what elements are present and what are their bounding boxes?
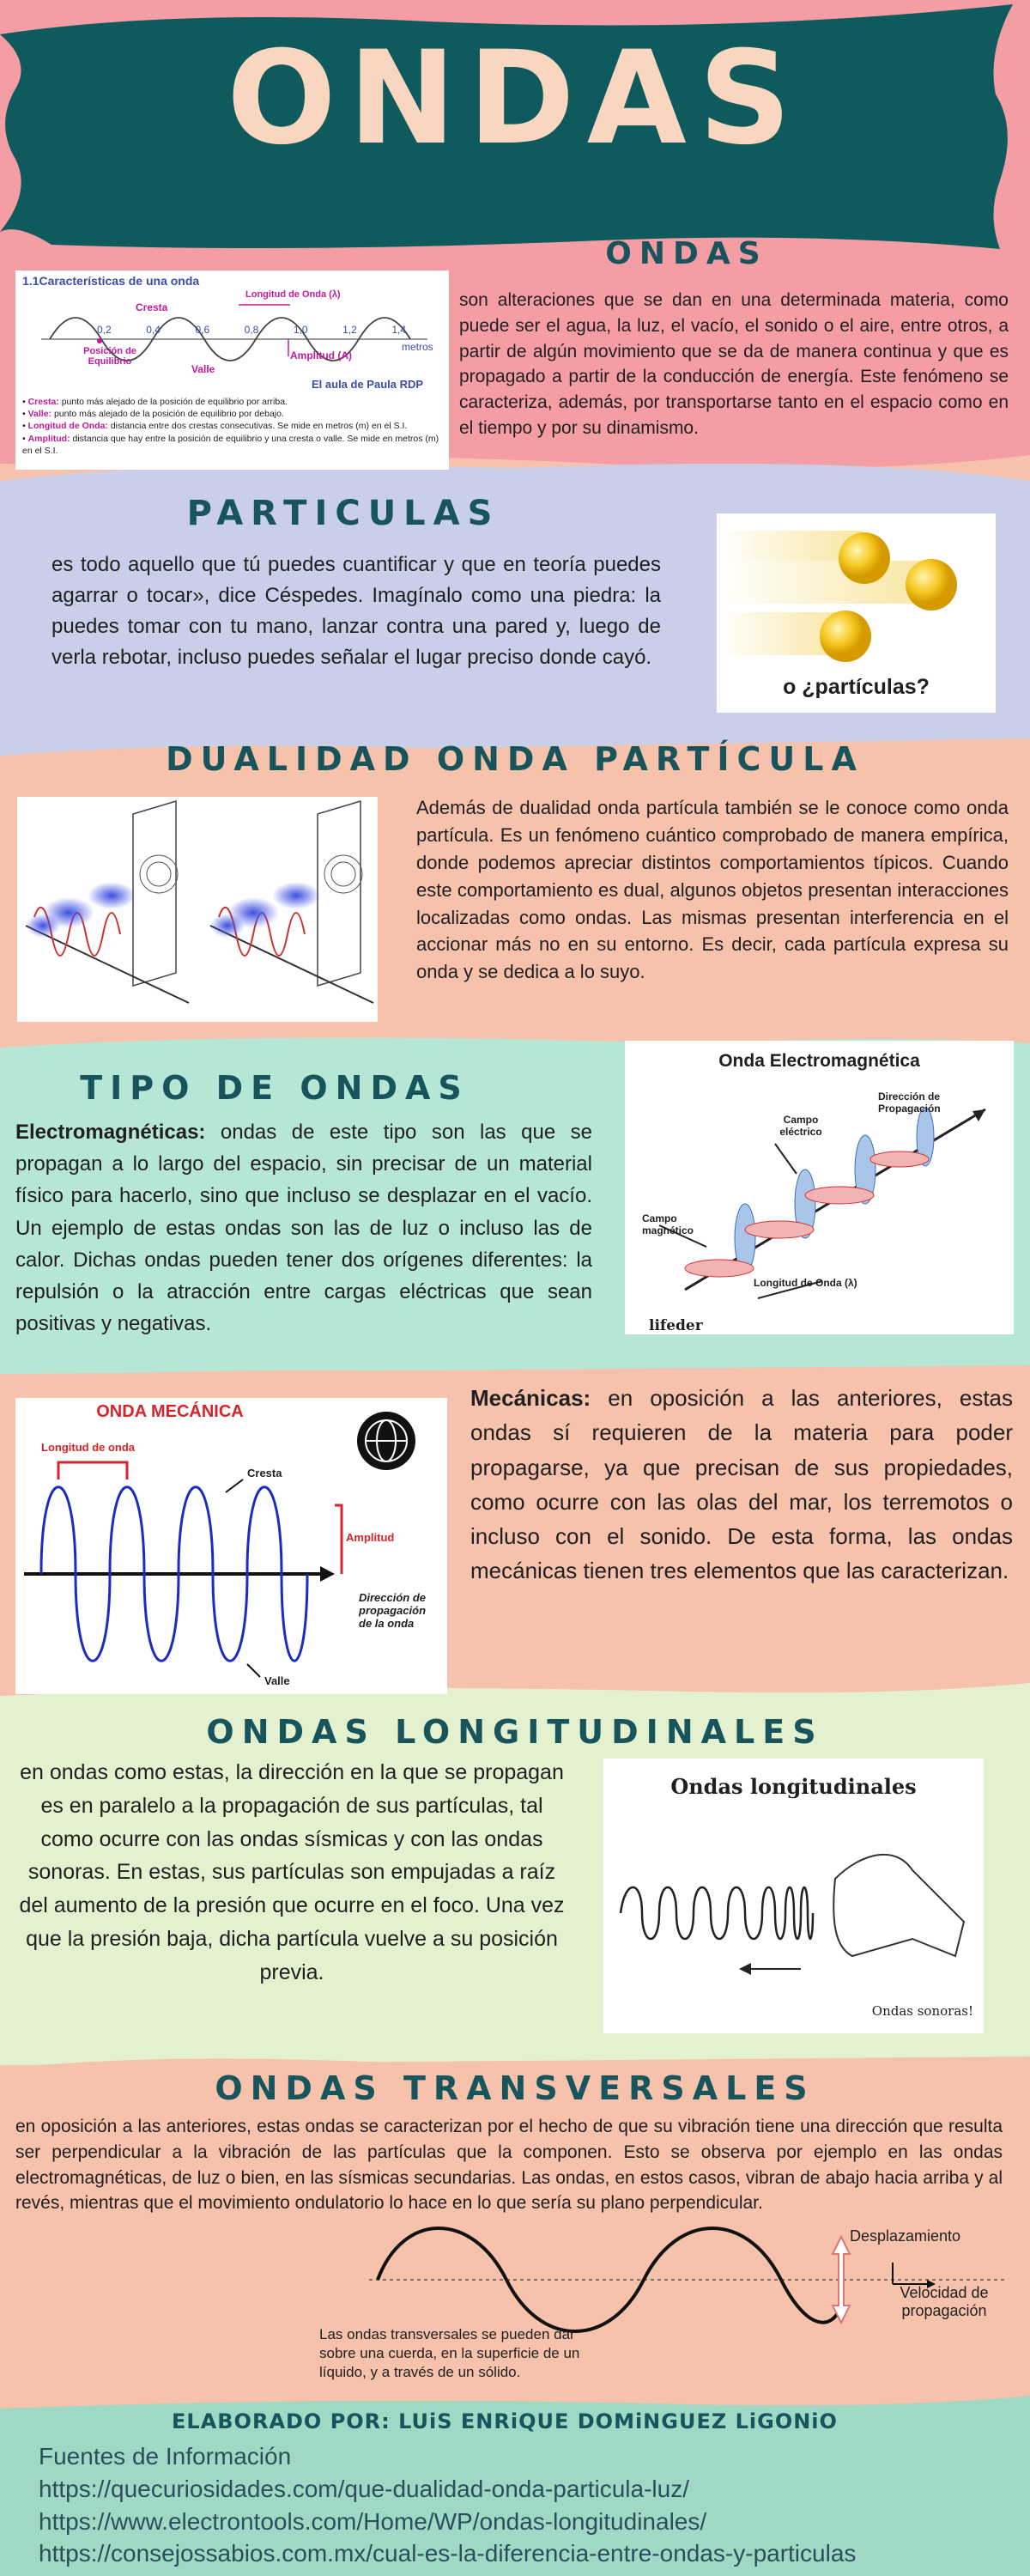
particles-figure <box>717 513 996 713</box>
definition-item: • Cresta: punto más alejado de la posición de equilibrio por arriba. <box>22 397 288 407</box>
wave-characteristics-figure <box>15 270 449 470</box>
definition-item: • Valle: punto más alejado de la posición de equilibrio por debajo. <box>22 409 284 420</box>
definition-desc: distancia entre dos crestas consecutivas. Se mide en metros (m) en el S.I. <box>107 421 408 432</box>
cresta-label: Cresta <box>136 301 168 313</box>
source-link[interactable]: https://consejossabios.com.mx/cual-es-la-diferencia-entre-ondas-y-particulas <box>39 2540 857 2567</box>
tick-label: 1,0 <box>293 324 308 336</box>
mec-cresta-label: Cresta <box>247 1467 282 1479</box>
desplazamiento-label: Desplazamiento <box>850 2227 961 2245</box>
definition-desc: distancia que hay entre la posición de equilibrio y una cresta o valle. Se mide en metros (m) en el S.I. <box>22 433 439 456</box>
posicion-label: Posición de Equilibrio <box>83 346 136 367</box>
transversales-caption: Las ondas transversales se pueden dar sobre una cuerda, en la superficie de un líquido, y a través de un sólido. <box>319 2326 580 2381</box>
figure-title: 1.1Características de una onda <box>22 274 200 288</box>
mec-valle-label: Valle <box>264 1674 290 1687</box>
em-wave-figure <box>625 1041 1014 1334</box>
particulas-heading: PARTICULAS <box>186 494 500 533</box>
particles-caption: o ¿partículas? <box>783 675 930 699</box>
long-figure-title: Ondas longitudinales <box>670 1774 917 1799</box>
dualidad-text: Además de dualidad onda partícula también se le conoce como onda partícula. Es un fenómeno cuántico comprobado de manera empírica, donde podemos apreciar distintos comportamientos típicos. Cuando este comportamiento es dual, algunos objetos presentan interacciones localizadas como ondas. Las mismas presentan interferencia en el accionar más no en su entorno. Es decir, cada partícula expresa su onda y se dedica a lo suyo. <box>416 797 1009 983</box>
credit-label: El aula de Paula RDP <box>312 378 424 391</box>
sources-block <box>39 2440 1017 2570</box>
em-campo-e-label: Campo eléctrico <box>779 1114 822 1138</box>
longitudinales-text: en ondas como estas, la dirección en la que se propagan es en paralelo a la propagación de sus partículas, tal como ocurre con las ondas sísmicas y con las ondas sonoras. En estas, sus partículas son empujadas a raíz del aumento de la presión que ocurre en el foco. Una vez que la presión baja, dicha partícula vuelve a su posición previa. <box>19 1760 565 1984</box>
tick-label: 0,8 <box>244 324 259 336</box>
long-figure-caption: Ondas sonoras! <box>871 2003 973 2019</box>
electromagneticas-desc: ondas de este tipo son las que se propagan a lo largo del espacio, sin precisar de un material físico para hacerlo, sino que incluso se desplazar en el vacío. Un ejemplo de estas ondas son las de luz o incluso las de calor. Dichas ondas pueden tener dos orígenes diferentes: la repulsión o la atracción entre cargas eléctricas que sean positivas y negativas. <box>15 1121 592 1336</box>
tick-labels <box>97 324 406 336</box>
mecanicas-text <box>470 1381 1013 1589</box>
mecanicas-term: Mecánicas: <box>470 1385 591 1411</box>
metros-label: metros <box>402 341 433 353</box>
definition-term: Cresta: <box>27 397 59 407</box>
definition-desc: punto más alejado de la posición de equilibrio por arriba. <box>58 397 288 407</box>
mec-figure-title: ONDA MECÁNICA <box>96 1402 244 1421</box>
source-link[interactable]: https://quecuriosidades.com/que-dualidad-onda-particula-luz/ <box>39 2475 689 2502</box>
em-direccion-label: Dirección de Propagación <box>878 1091 941 1115</box>
tick-label: 0,2 <box>97 324 112 336</box>
tick-label: 1,4 <box>391 324 406 336</box>
mec-direccion-label: Dirección de propagación de la onda <box>359 1591 427 1630</box>
tick-label: 1,2 <box>342 324 357 336</box>
ondas-text: son alteraciones que se dan en una determinada materia, como puede ser el agua, la luz, el vacío, el sonido o el aire, entre otros, a partir de algún movimiento que se da de manera continua y que es propagado a partir de la conducción de energía. Este fenómeno se caracteriza, además, por transportarse tanto en el espacio como en el tiempo y por su dinamismo. <box>459 290 1009 439</box>
electromagneticas-term: Electromagnéticas: <box>15 1121 206 1144</box>
transversales-heading: ONDAS TRANSVERSALES <box>215 2069 815 2107</box>
tipo-heading: TIPO DE ONDAS <box>80 1069 470 1107</box>
definition-term: Amplitud: <box>27 433 70 444</box>
definition-item: • Amplitud: distancia que hay entre la posición de equilibrio y una cresta o valle. Se mide en metros (m) en el S.I. <box>22 433 439 456</box>
velocidad-label: Velocidad de propagación <box>900 2284 989 2319</box>
tick-label: 0,4 <box>146 324 161 336</box>
em-credit: lifeder <box>649 1317 703 1334</box>
mecanicas-desc: en oposición a las anteriores, estas ondas sí requieren de la materia para poder propagarse, ya que precisan de sus propiedades, como ocurre con las olas del mar, los terremotos o incluso con el sonido. De esta forma, las ondas mecánicas tienen tres elementos que las caracterizan. <box>470 1385 1013 1584</box>
sources-title: Fuentes de Información <box>39 2443 292 2470</box>
tick-label: 0,6 <box>195 324 210 336</box>
transversales-text: en oposición a las anteriores, estas ondas se caracterizan por el hecho de que su vibración tiene una dirección que resulta ser perpendicular a la vibración de las partículas que la componen. Esto se observa por ejemplo en las ondas electromagnéticas, de luz o bien, en las sísmicas secundarias. Las ondas, en estos casos, vibran de abajo hacia arriba y al revés, mientras que el movimiento ondulatorio lo hace en lo que sería su plano perpendicular. <box>15 2117 1003 2214</box>
longitud-label: Longitud de Onda (λ) <box>245 289 341 300</box>
page-title: ONDAS <box>227 24 803 173</box>
author-credit: ELABORADO POR: LUiS ENRiQUE DOMiNGUEZ LiGONiO <box>172 2409 838 2433</box>
em-campo-m-label: Campo magnético <box>642 1212 694 1236</box>
particles-illustration <box>717 513 996 677</box>
duality-figure <box>17 797 378 1022</box>
mec-longitud-label: Longitud de onda <box>41 1441 136 1454</box>
source-link[interactable]: https://www.electrontools.com/Home/WP/ondas-longitudinales/ <box>39 2507 707 2535</box>
mec-amplitud-label: Amplitud <box>346 1531 395 1544</box>
spring-illustration <box>603 1759 984 2033</box>
ondas-heading: ONDAS <box>605 236 768 271</box>
electromagneticas-text <box>15 1116 592 1340</box>
em-longitud-label: Longitud de Onda (λ) <box>754 1277 857 1289</box>
em-figure-title: Onda Electromagnética <box>718 1051 920 1071</box>
definitions-list <box>22 396 443 457</box>
particulas-text: es todo aquello que tú puedes cuantificar y que en teoría puedes agarrar o tocar», dice Céspedes. Imagínalo como una piedra: la puedes tomar con tu mano, lanzar contra una pared y, luego de verla rebotar, incluso puedes señalar el lugar preciso donde cayó. <box>52 553 661 669</box>
definition-item: • Longitud de Onda: distancia entre dos crestas consecutivas. Se mide en metros (m) en el S.I. <box>22 421 408 432</box>
mechanical-wave-figure <box>15 1398 447 1694</box>
dualidad-heading: DUALIDAD ONDA PARTÍCULA <box>166 740 864 778</box>
valle-label: Valle <box>191 363 215 375</box>
definition-term: Longitud de Onda: <box>27 421 108 432</box>
longitudinales-heading: ONDAS LONGITUDINALES <box>206 1713 824 1751</box>
amplitud-label: Amplitud (A) <box>290 349 352 361</box>
definition-desc: punto más alejado de la posición de equilibrio por debajo. <box>52 409 284 420</box>
duality-illustration <box>17 797 378 1022</box>
longitudinal-wave-figure <box>603 1759 984 2033</box>
definition-term: Valle: <box>27 409 52 420</box>
